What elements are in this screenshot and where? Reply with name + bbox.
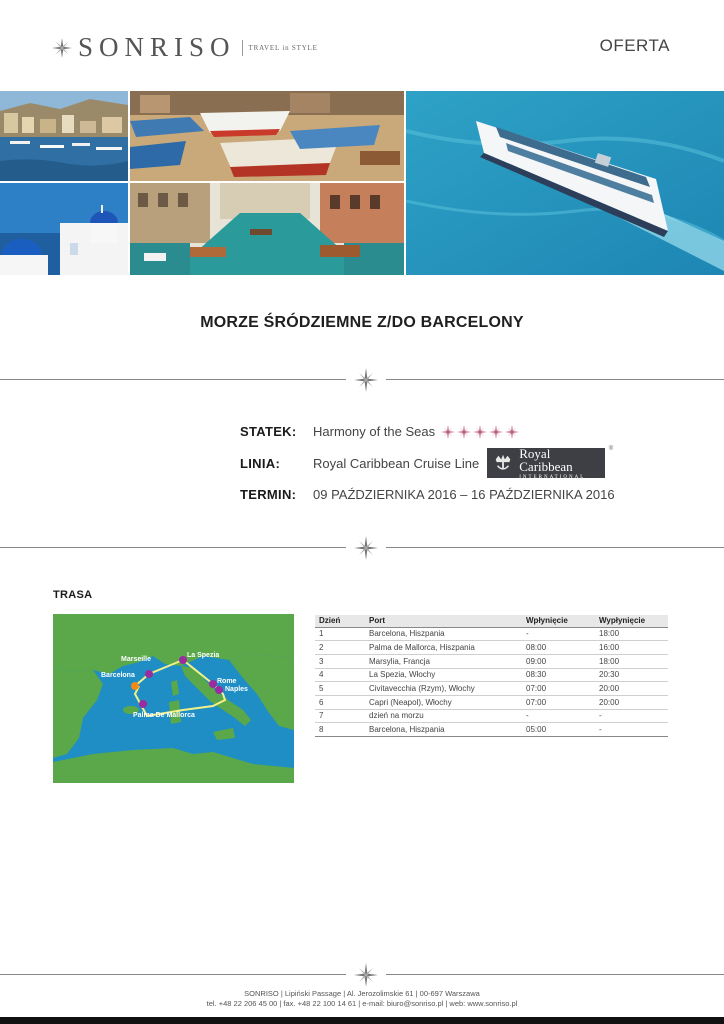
cell-day: 7 [315, 709, 365, 723]
header [0, 0, 724, 90]
compass-star-icon [354, 368, 378, 392]
ship-name: Harmony of the Seas [313, 424, 436, 439]
cell-port: Barcelona, Hiszpania [365, 723, 522, 737]
logo-main-text: Royal Caribbean [519, 445, 573, 474]
compass-star-icon [52, 38, 72, 58]
cruise-line-name: Royal Caribbean Cruise Line [313, 455, 480, 471]
cell-port: La Spezia, Włochy [365, 668, 522, 682]
table-header-row [315, 615, 668, 627]
cell-departure: - [595, 709, 668, 723]
harbor-town-photo [0, 91, 128, 181]
compass-star-icon [354, 963, 378, 987]
venice-canal-photo [130, 183, 404, 275]
map-label-la-spezia: La Spezia [187, 652, 220, 659]
map-label-naples: Naples [225, 686, 248, 693]
section-divider [0, 368, 724, 392]
term-dates: 09 PAŹDZIERNIKA 2016 – 16 PAŹDZIERNIKA 2016 [313, 487, 615, 502]
cell-departure: 20:30 [595, 668, 668, 682]
cell-arrival: 07:00 [522, 682, 595, 696]
footer-divider [0, 963, 724, 987]
column-port: Port [365, 615, 522, 627]
column-arrival: Wpłynięcie [522, 615, 595, 627]
sonriso-logo[interactable] [52, 32, 318, 63]
brand-name: SONRISO [78, 32, 236, 62]
line-row [240, 445, 614, 480]
royal-caribbean-logo [487, 445, 614, 480]
term-row [240, 487, 615, 502]
cell-port: Civitavecchia (Rzym), Włochy [365, 682, 522, 696]
column-departure: Wypłynięcie [595, 615, 668, 627]
ship-rating [441, 425, 519, 439]
cell-port: Barcelona, Hiszpania [365, 627, 522, 641]
term-label: TERMIN: [240, 487, 297, 502]
map-label-marseille: Marseille [121, 656, 151, 663]
section-divider [0, 536, 724, 560]
ship-row [240, 424, 519, 439]
cell-day: 6 [315, 695, 365, 709]
rating-star-icon [457, 425, 471, 439]
footer-contact: tel. +48 22 206 45 00 | fax. +48 22 100 14 61 | e-mail: biuro@sonriso.pl | web: www.sonriso.pl [206, 999, 518, 1008]
cell-departure: 20:00 [595, 695, 668, 709]
route-heading: TRASA [53, 589, 93, 601]
cell-departure: 20:00 [595, 682, 668, 696]
cell-arrival: 09:00 [522, 654, 595, 668]
cell-port: dzień na morzu [365, 709, 522, 723]
cell-arrival: - [522, 709, 595, 723]
cell-arrival: 08:00 [522, 641, 595, 655]
table-row [315, 654, 668, 668]
compass-star-icon [354, 536, 378, 560]
cell-arrival: 08:30 [522, 668, 595, 682]
table-row [315, 682, 668, 696]
registered-mark: ® [608, 446, 614, 452]
photo-strip [0, 91, 724, 275]
logo-divider [242, 40, 243, 56]
cell-port: Palma de Mallorca, Hiszpania [365, 641, 522, 655]
ship-label: STATEK: [240, 424, 297, 439]
cell-day: 2 [315, 641, 365, 655]
table-row [315, 695, 668, 709]
cell-port: Capri (Neapol), Włochy [365, 695, 522, 709]
crown-anchor-icon [493, 453, 513, 473]
logo-sub-text: INTERNATIONAL [519, 474, 586, 480]
cell-arrival: 05:00 [522, 723, 595, 737]
rating-star-icon [489, 425, 503, 439]
cell-arrival: - [522, 627, 595, 641]
map-label-barcelona: Barcelona [101, 672, 135, 679]
column-day: Dzień [315, 615, 365, 627]
cell-day: 5 [315, 682, 365, 696]
table-row [315, 723, 668, 737]
cell-day: 4 [315, 668, 365, 682]
santorini-domes-photo [0, 183, 128, 275]
rating-star-icon [473, 425, 487, 439]
fishing-boats-beach-photo [130, 91, 404, 181]
table-row [315, 709, 668, 723]
itinerary-table [315, 615, 668, 737]
route-map [53, 614, 294, 783]
line-label: LINIA: [240, 455, 281, 471]
cell-departure: 18:00 [595, 654, 668, 668]
brand-tagline: TRAVEL in STYLE [248, 43, 318, 52]
cell-departure: 16:00 [595, 641, 668, 655]
table-row [315, 668, 668, 682]
footer-address: SONRISO | Lipiński Passage | Al. Jerozolimskie 61 | 00-697 Warszawa [244, 989, 480, 998]
cruise-title: MORZE ŚRÓDZIEMNE Z/DO BARCELONY [200, 314, 524, 331]
cell-arrival: 07:00 [522, 695, 595, 709]
cell-departure: 18:00 [595, 627, 668, 641]
rating-star-icon [505, 425, 519, 439]
cell-day: 8 [315, 723, 365, 737]
map-label-palma: Palma De Mallorca [133, 712, 195, 719]
cruise-ship-photo [406, 91, 724, 275]
cell-port: Marsylia, Francja [365, 654, 522, 668]
cell-departure: - [595, 723, 668, 737]
map-label-rome: Rome [217, 678, 237, 685]
document-type: OFERTA [599, 36, 670, 55]
cell-day: 1 [315, 627, 365, 641]
bottom-bar [0, 1017, 724, 1024]
cell-day: 3 [315, 654, 365, 668]
table-row [315, 627, 668, 641]
rating-star-icon [441, 425, 455, 439]
table-row [315, 641, 668, 655]
